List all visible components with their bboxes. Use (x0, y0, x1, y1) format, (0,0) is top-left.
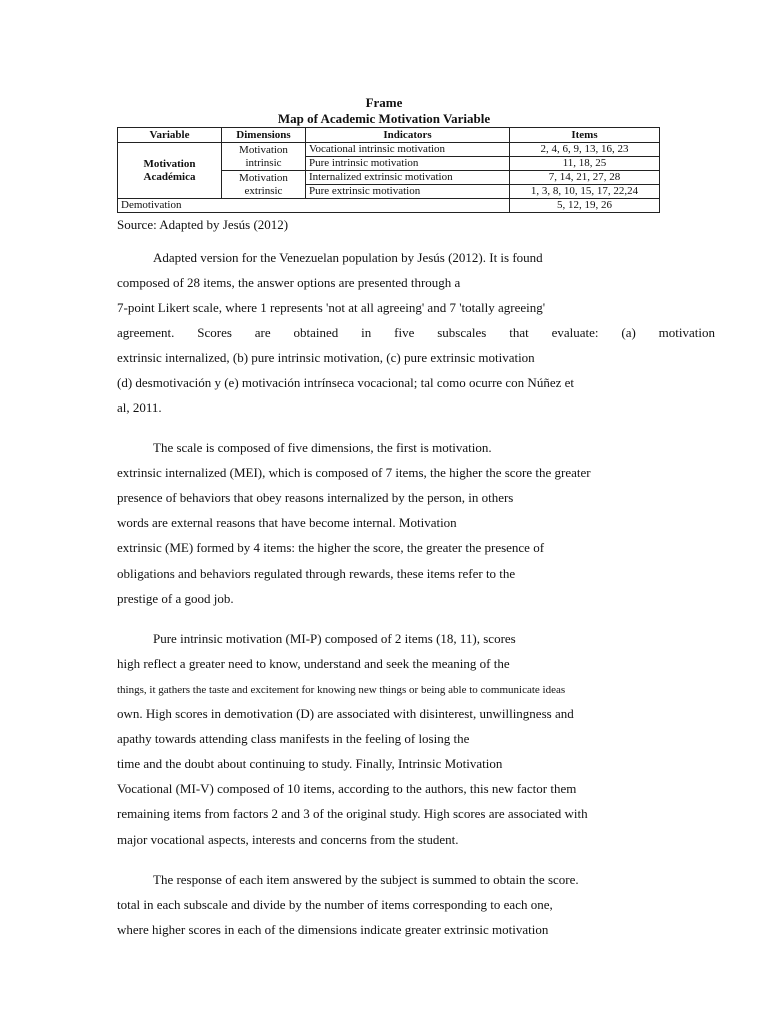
header-dimensions: Dimensions (222, 128, 306, 143)
dimension-intrinsic: Motivation intrinsic (222, 143, 306, 171)
paragraph-line: words are external reasons that have become internal. Motivation (117, 515, 457, 530)
paragraph-line: prestige of a good job. (117, 591, 234, 606)
paragraph-line: extrinsic (ME) formed by 4 items: the higher the score, the greater the presence of (117, 540, 545, 555)
header-items: Items (510, 128, 660, 143)
paragraph-line: where higher scores in each of the dimensions indicate greater extrinsic motivation (117, 922, 549, 937)
paragraph-line: time and the doubt about continuing to study. Finally, Intrinsic Motivation (117, 756, 503, 771)
table-row (118, 199, 660, 213)
items-cell: 2, 4, 6, 9, 13, 16, 23 (510, 143, 660, 157)
paragraph-line: own. High scores in demotivation (D) are associated with disinterest, unwillingness and (117, 706, 574, 721)
header-indicators: Indicators (306, 128, 510, 143)
header-variable: Variable (118, 128, 222, 143)
table-header-row (118, 128, 660, 143)
indicator-cell: Pure extrinsic motivation (306, 185, 510, 199)
paragraph-line: remaining items from factors 2 and 3 of the original study. High scores are associated with (117, 806, 588, 821)
demotivation-items: 5, 12, 19, 26 (510, 199, 660, 213)
frame-label: Frame (365, 95, 403, 110)
paragraph-line: apathy towards attending class manifests in the feeling of losing the (117, 731, 470, 746)
paragraph-line: (d) desmotivación y (e) motivación intrínseca vocacional; tal como ocurre con Núñez et (117, 375, 574, 390)
indicator-cell: Pure intrinsic motivation (306, 157, 510, 171)
indicator-cell: Internalized extrinsic motivation (306, 171, 510, 185)
paragraph-line: al, 2011. (117, 400, 162, 415)
items-cell: 7, 14, 21, 27, 28 (510, 171, 660, 185)
paragraph-line: 7-point Likert scale, where 1 represents 'not at all agreeing' and 7 'totally agreeing' (117, 300, 546, 315)
paragraph-line: Vocational (MI-V) composed of 10 items, according to the authors, this new factor them (117, 781, 577, 796)
paragraph-line: The response of each item answered by the subject is summed to obtain the score. (153, 872, 579, 887)
paragraph-line: extrinsic internalized (MEI), which is composed of 7 items, the higher the score the greater (117, 465, 591, 480)
paragraph-line: Adapted version for the Venezuelan population by Jesús (2012). It is found (153, 250, 543, 265)
motivation-map-table (117, 127, 660, 213)
paragraph-line: high reflect a greater need to know, understand and seek the meaning of the (117, 656, 510, 671)
table-row (118, 143, 660, 157)
items-cell: 11, 18, 25 (510, 157, 660, 171)
paragraph-line: major vocational aspects, interests and concerns from the student. (117, 832, 459, 847)
paragraph-line: presence of behaviors that obey reasons internalized by the person, in others (117, 490, 514, 505)
items-cell: 1, 3, 8, 10, 15, 17, 22,24 (510, 185, 660, 199)
indicator-cell: Vocational intrinsic motivation (306, 143, 510, 157)
table-title: Map of Academic Motivation Variable (277, 111, 491, 126)
dimension-extrinsic: Motivation extrinsic (222, 171, 306, 199)
paragraph-line: agreement. Scores are obtained in five subscales that evaluate: (a) motivation (117, 325, 715, 340)
paragraph-line: extrinsic internalized, (b) pure intrinsic motivation, (c) pure extrinsic motivation (117, 350, 535, 365)
variable-cell: Motivation Académica (118, 143, 222, 199)
paragraph-line: Pure intrinsic motivation (MI-P) composed of 2 items (18, 11), scores (153, 631, 516, 646)
paragraph-line: composed of 28 items, the answer options are presented through a (117, 275, 461, 290)
demotivation-label: Demotivation (118, 199, 510, 213)
table-source: Source: Adapted by Jesús (2012) (117, 217, 289, 232)
paragraph-line: things, it gathers the taste and excitement for knowing new things or being able to communicate ideas (117, 684, 566, 696)
paragraph-line: total in each subscale and divide by the number of items corresponding to each one, (117, 897, 553, 912)
paragraph-line: obligations and behaviors regulated through rewards, these items refer to the (117, 566, 516, 581)
paragraph-line: The scale is composed of five dimensions, the first is motivation. (153, 440, 492, 455)
